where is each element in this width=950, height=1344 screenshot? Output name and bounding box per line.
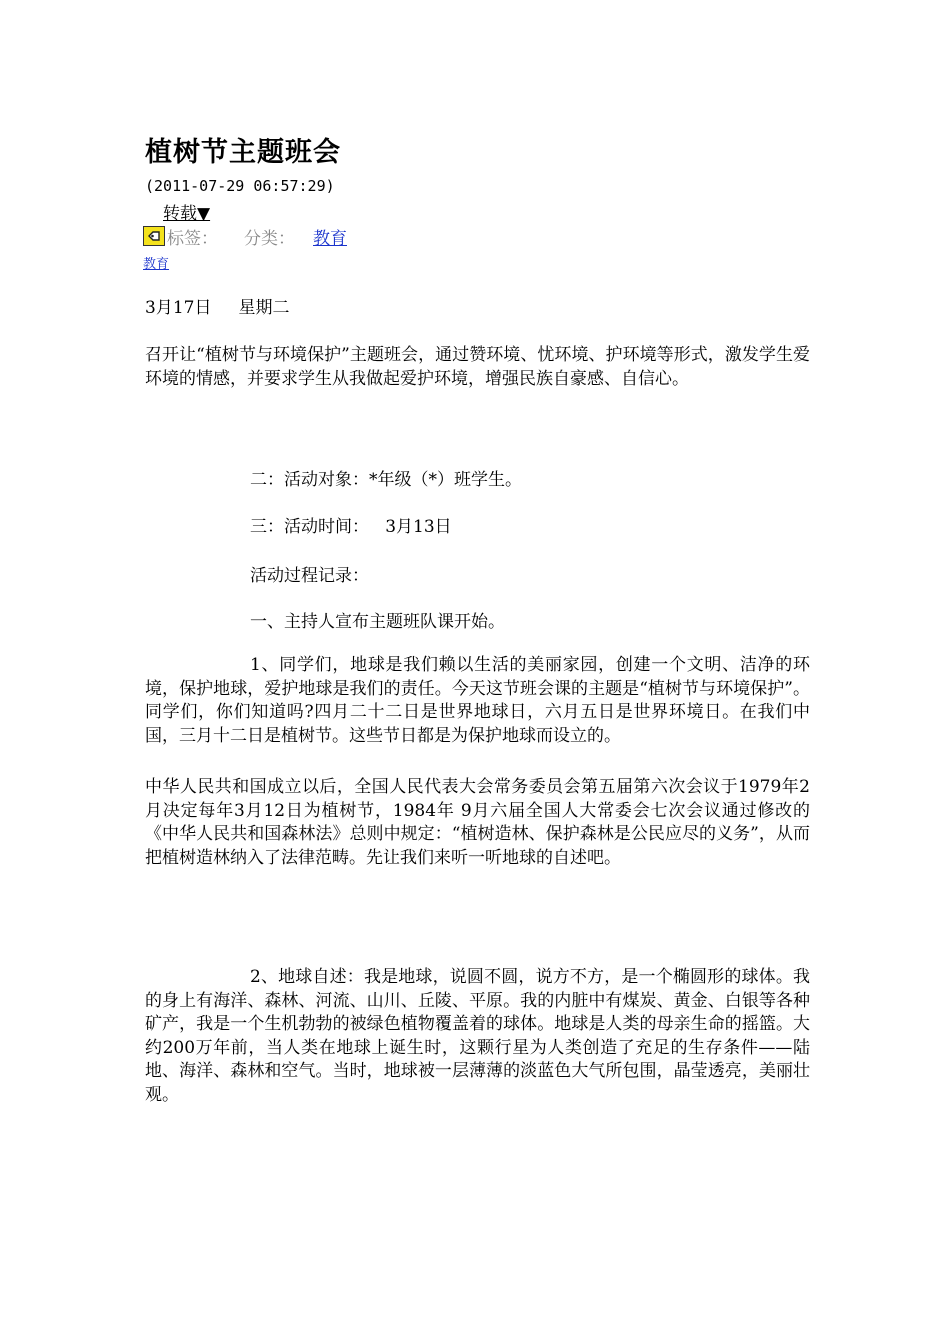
tag-label: 标签： bbox=[167, 228, 218, 249]
tag-link[interactable]: 教育 bbox=[143, 257, 170, 272]
post-date: (2011-07-29 06:57:29) bbox=[145, 177, 335, 195]
tag-icon bbox=[143, 226, 165, 246]
step-one: 一、主持人宣布主题班队课开始。 bbox=[250, 612, 505, 632]
article-title: 植树节主题班会 bbox=[145, 137, 341, 168]
meta-row bbox=[143, 224, 347, 248]
paragraph-arbor-day-law: 中华人民共和国成立以后，全国人民代表大会常务委员会第五届第六次会议于1979年2月决定每年3月12日为植树节，1984年 9月六届全国人大常委会七次会议通过修改的《中华人民共和国森林法》总则中规定：“植树造林、保护森林是公民应尽的义务”，从而把植树造林纳入了法律范畴。先让我们来听一听地球的自述吧。 bbox=[145, 777, 810, 868]
intro-paragraph: 召开让“植树节与环境保护”主题班会，通过赞环境、忧环境、护环境等形式，激发学生爱环境的情感，并要求学生从我做起爱护环境，增强民族自豪感、自信心。 bbox=[145, 345, 810, 389]
date-weekday: 3月17日 星期二 bbox=[145, 298, 290, 318]
category-link[interactable]: 教育 bbox=[313, 228, 347, 249]
activity-time: 三：活动时间： 3月13日 bbox=[250, 517, 452, 537]
activity-target: 二：活动对象：*年级（*）班学生。 bbox=[250, 470, 522, 490]
paragraph-intro-earth: 1、同学们，地球是我们赖以生活的美丽家园，创建一个文明、洁净的环境，保护地球，爱护地球是我们的责任。今天这节班会课的主题是“植树节与环境保护”。同学们，你们知道吗?四月二十二日是世界地球日，六月五日是世界环境日。在我们中国，三月十二日是植树节。这些节日都是为保护地球而设立的。 bbox=[145, 655, 810, 746]
repost-link[interactable]: 转载▼ bbox=[163, 204, 211, 224]
paragraph-earth-narration: 2、地球自述：我是地球，说圆不圆，说方不方，是一个椭圆形的球体。我的身上有海洋、森林、河流、山川、丘陵、平原。我的内脏中有煤炭、黄金、白银等各种矿产，我是一个生机勃勃的被绿色植物覆盖着的球体。地球是人类的母亲生命的摇篮。大约200万年前，当人类在地球上诞生时，这颗行星为人类创造了充足的生存条件——陆地、海洋、森林和空气。当时，地球被一层薄薄的淡蓝色大气所包围，晶莹透亮，美丽壮观。 bbox=[145, 967, 810, 1105]
category-label: 分类： bbox=[244, 228, 295, 249]
process-heading: 活动过程记录： bbox=[250, 566, 369, 586]
